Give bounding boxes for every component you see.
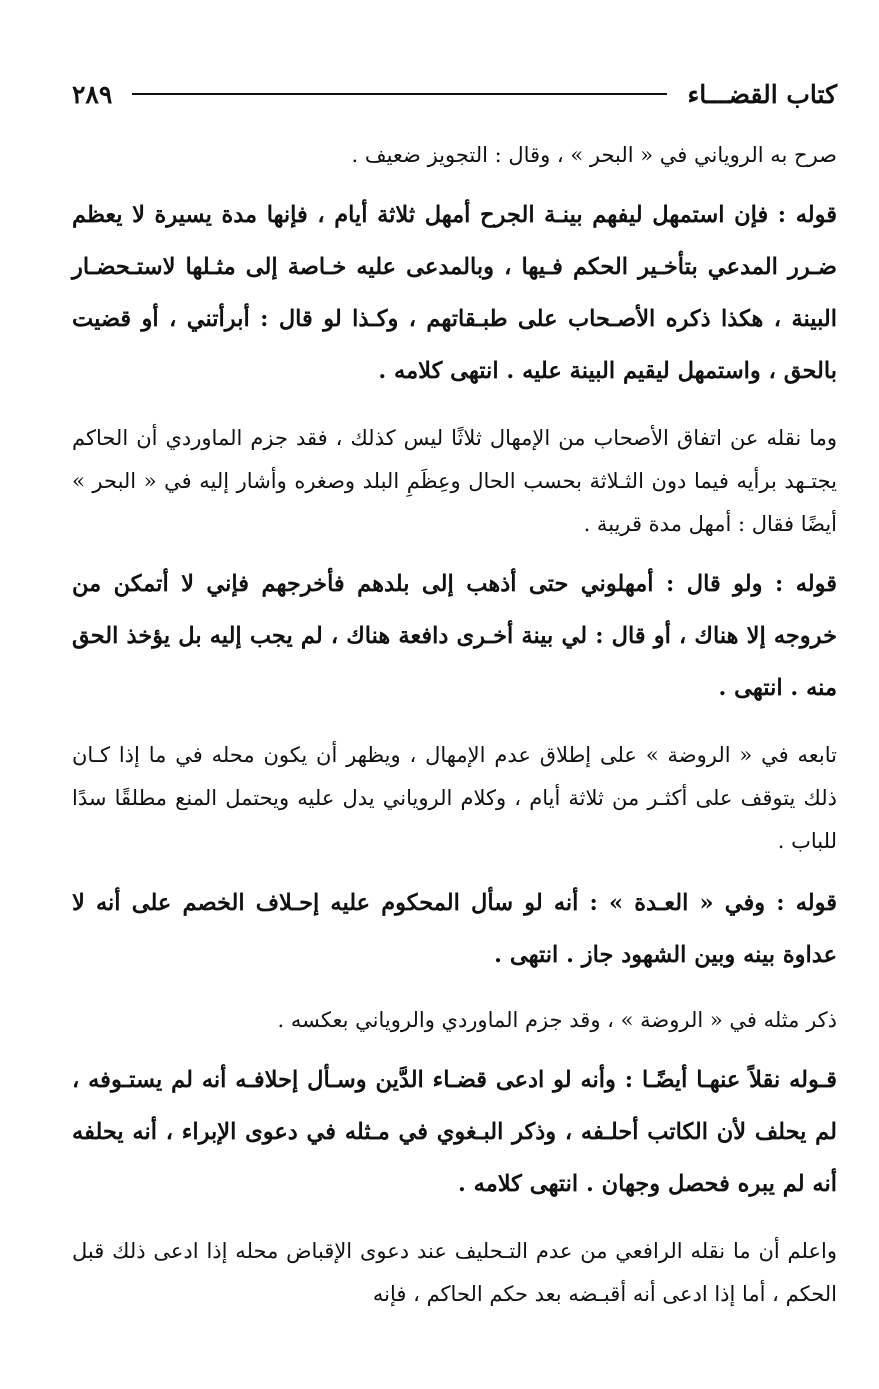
running-title: كتاب القضـــاء xyxy=(687,79,837,109)
page-header xyxy=(72,76,837,112)
quoted-statement-paragraph: قوله : فإن استمهل ليفهم بينـة الجرح أمهل ثلاثة أيام ، فإنها مدة يسيرة لا يعظم ضـرر المدعي بتأخـير الحكم فـيها ، وبالمدعى عليه خـاصة إلى مثـلها لاستـحضـار البينة ، هكذا ذكره الأصـحاب على طبـقاتهم ، وكـذا لو قال : أبرأتني ، أو قضيت بالحق ، واستمهل ليقيم البينة عليه . انتهى كلامه . xyxy=(72,202,837,384)
commentary-paragraph: وما نقله عن اتفاق الأصحاب من الإمهال ثلاثًا ليس كذلك ، فقد جزم الماوردي أن الحاكم يجتـهد برأيه فيما دون الثـلاثة بحسب الحال وعِظَمِ البلد وصغره وأشار إليه في « البحر » أيضًا فقال : أمهل مدة قريبة . xyxy=(72,426,837,536)
commentary-paragraph: تابعه في « الروضة » على إطلاق عدم الإمهال ، ويظهر أن يكون محله في ما إذا كـان ذلك يتوقف على أكثـر من ثلاثة أيام ، وكلام الروياني يدل عليه ويحتمل المنع مطلقًا سدًا للباب . xyxy=(72,743,837,853)
commentary-paragraph: صرح به الروياني في « البحر » ، وقال : التجويز ضعيف . xyxy=(351,143,837,167)
quoted-statement-paragraph: قوله : ولو قال : أمهلوني حتى أذهب إلى بلدهم فأخرجهم فإني لا أتمكن من خروجه إلا هناك ، أو قال : لي بينة أخـرى دافعة هناك ، لم يجب إليه بل يؤخذ الحق منه . انتهى . xyxy=(72,571,837,701)
commentary-paragraph: ذكر مثله في « الروضة » ، وقد جزم الماوردي والروياني بعكسه . xyxy=(277,1008,837,1032)
page-number: ٢٨٩ xyxy=(72,79,113,109)
commentary-paragraph: واعلم أن ما نقله الرافعي من عدم التـحليف عند دعوى الإقباض محله إذا ادعى ذلك قبل الحكم ، أما إذا ادعى أنه أقبـضه بعد حكم الحاكم ، فإنه xyxy=(72,1239,837,1306)
header-rule xyxy=(132,93,667,95)
page-body xyxy=(72,134,837,1316)
quoted-statement-paragraph: قوله : وفي « العـدة » : أنه لو سأل المحكوم عليه إحـلاف الخصم على أنه لا عداوة بينه وبين الشهود جاز . انتهى . xyxy=(72,890,837,968)
quoted-statement-paragraph: قـوله نقلاً عنهـا أيضًـا : وأنه لو ادعى قضـاء الدَّين وسـأل إحلافـه أنه لم يستـوفه ، لم يحلف لأن الكاتب أحلـفه ، وذكر البـغوي في مـثله في دعوى الإبراء ، أنه يحلفه أنه لم يبره فحصل وجهان . انتهى كلامه . xyxy=(72,1067,837,1197)
